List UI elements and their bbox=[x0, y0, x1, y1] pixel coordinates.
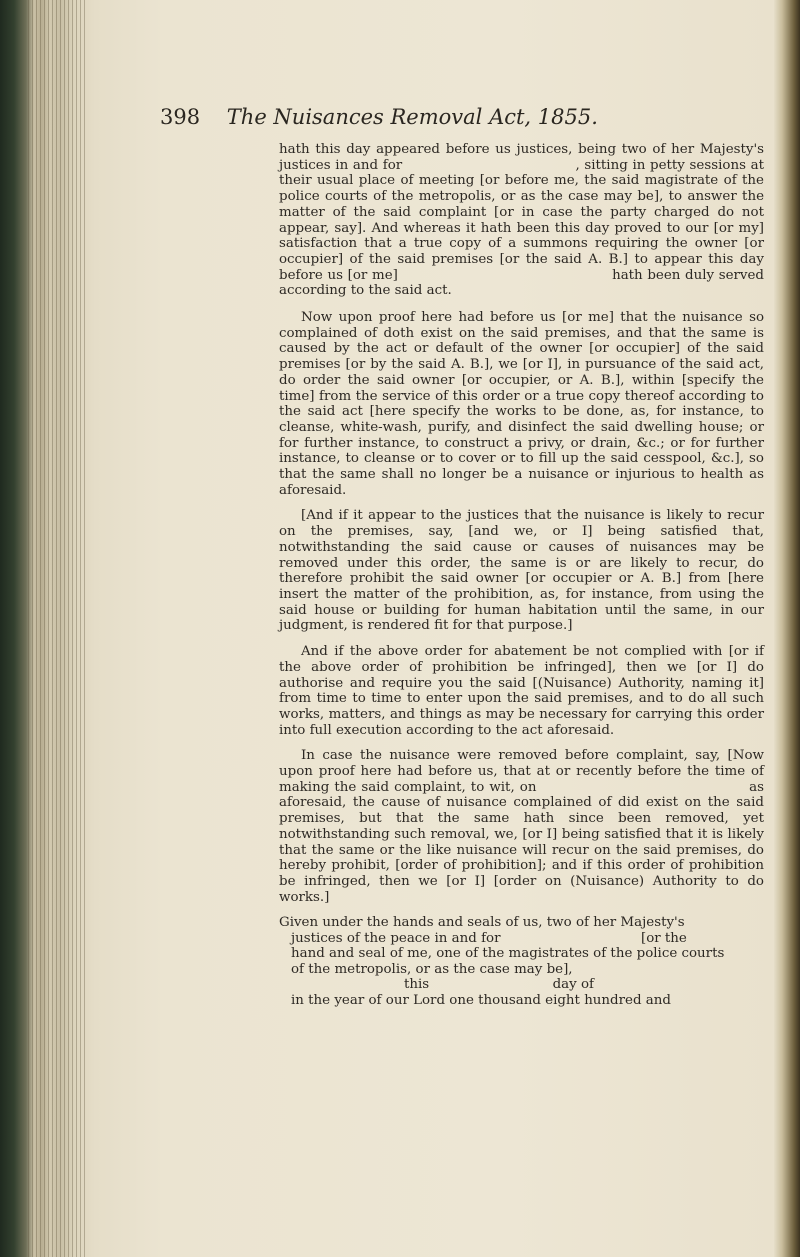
signature-line-1: Given under the hands and seals of us, two of her Majesty's bbox=[279, 915, 685, 931]
signature-line-4: of the metropolis, or as the case may be], bbox=[291, 961, 573, 977]
paragraph-5: In case the nuisance were removed before complaint, say, [Now upon proof here had before us, that at or recently before the time of making the said complaint, to wit, on as aforesaid, the cause of nuisance complained of did exist on the said premises, but that the same hath since been removed, yet notwithstanding such removal, we, [or I] being satisfied that it is likely that the same or the like nuisance will recur on the said premises, do hereby prohibit, [order of prohibition]; and if this order of prohibition be infringed, then we [or I] [order on (Nuisance) Authority to do works.] bbox=[279, 748, 764, 905]
running-header bbox=[160, 105, 680, 129]
book-right-edge bbox=[774, 0, 800, 1257]
signature-line-2: justices of the peace in and for [or the bbox=[291, 930, 687, 946]
signature-line-6: in the year of our Lord one thousand eight hundred and bbox=[291, 992, 671, 1008]
paragraph-3: [And if it appear to the justices that the nuisance is likely to recur on the premises, say, [and we, or I] being satisfied that, notwithstanding the said cause or causes of nuisances may be removed under this order, the same is or are likely to recur, do therefore prohibit the said owner [or occupier or A. B.] from [here insert the matter of the prohibition, as, for instance, from using the said house or building for human habitation until the same, in our judgment, is rendered fit for that purpose.] bbox=[279, 508, 764, 634]
page-edges bbox=[28, 0, 88, 1257]
paragraph-1: hath this day appeared before us justices, being two of her Majesty's justices in and for , sitting in petty sessions at their usual place of meeting [or before me, the said magistrate of the police courts of the metropolis, or as the case may be], to answer the matter of the said complaint [or in case the party charged do not appear, say]. And whereas it hath been this day proved to our [or my] satisfaction that a true copy of a summons requiring the owner [or occupier] of the said premises [or the said A. B.] to appear this day before us [or me] hath been duly served according to the said act. bbox=[279, 142, 764, 299]
body-text bbox=[279, 142, 764, 1008]
signature-line-3: hand and seal of me, one of the magistrates of the police courts bbox=[291, 946, 725, 962]
paragraph-2: Now upon proof here had before us [or me] that the nuisance so complained of doth exist on the said premises, and that the same is caused by the act or default of the owner [or occupier] of the said premises [or by the said A. B.], we [or I], in pursuance of the said act, do order the said owner [or occupier, or A. B.], within [specify the time] from the service of this order or a true copy thereof according to the said act [here specify the works to be done, as, for instance, to cleanse, white-wash, purify, and disinfect the said dwelling house; or for further instance, to construct a privy, or drain, &c.; or for further instance, to cleanse or to cover or to fill up the said cesspool, &c.], so that the same shall no longer be a nuisance or injurious to health as aforesaid. bbox=[279, 310, 764, 498]
signature-line-5: this day of bbox=[404, 977, 594, 993]
page-title: The Nuisances Removal Act, 1855. bbox=[226, 105, 598, 129]
page-number: 398 bbox=[160, 105, 201, 129]
paragraph-4: And if the above order for abatement be not complied with [or if the above order of prohibition be infringed], then we [or I] do authorise and require you the said [(Nuisance) Authority, naming it] from time to time to enter upon the said premises, and to do all such works, matters, and things as may be necessary for carrying this order into full execution according to the act aforesaid. bbox=[279, 644, 764, 738]
signature-block bbox=[279, 915, 764, 1008]
